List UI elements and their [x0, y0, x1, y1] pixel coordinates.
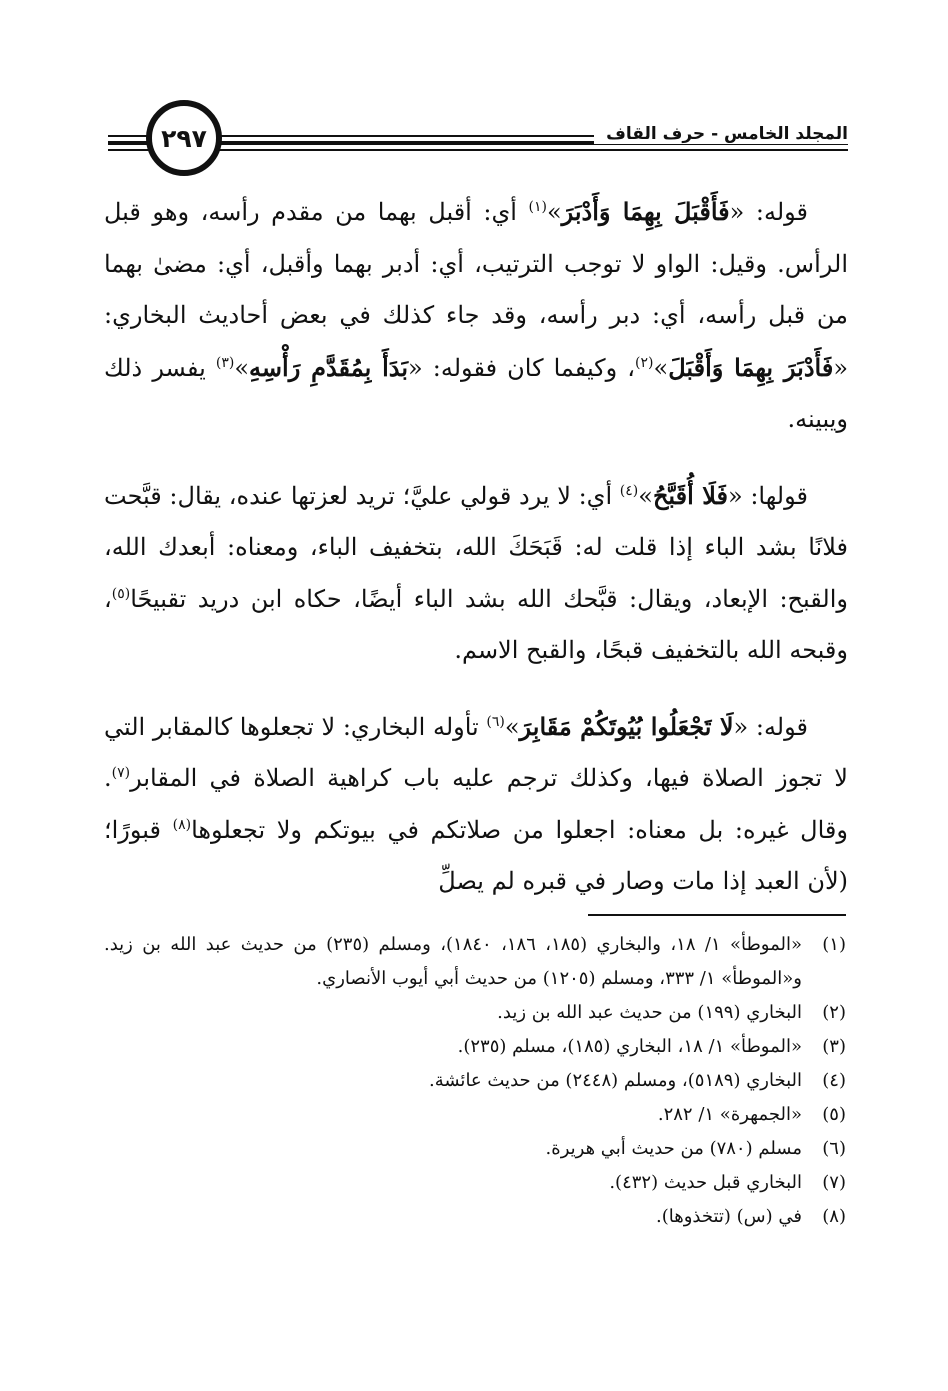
text-run: قوله: «: [729, 198, 809, 226]
footnote-text: مسلم (٧٨٠) من حديث أبي هريرة.: [545, 1138, 802, 1159]
footnote-number: (٥): [822, 1104, 846, 1125]
footnote-ref: (٦): [486, 713, 505, 730]
text-run: يفسر ذلك ويبينه.: [104, 353, 848, 433]
footnote-text: «الموطأ» ١/ ١٨، والبخاري (١٨٥، ١٨٦، ١٨٤٠)، ومسلم (٢٣٥) من حديث عبد الله بن زيد. و«الموطأ» ١/ ٣٣٣، ومسلم (١٢٠٥) من حديث أبي أيوب الأنصاري.: [104, 934, 802, 989]
footnote: [104, 1132, 846, 1166]
text-run: ، وكيفما كان فقوله: «: [408, 353, 636, 382]
text-run: قوله: «: [733, 712, 808, 741]
footnote-number: (٤): [822, 1070, 846, 1091]
text-run: »: [234, 353, 250, 382]
text-run: ، وقبحه الله بالتخفيف قبحًا، والقبح الاسم.: [104, 584, 848, 664]
hadith-quote: فَلَا أُقَبَّحُ: [652, 480, 728, 510]
footnote-ref: (٨): [172, 816, 192, 833]
text-run: »: [653, 353, 669, 382]
footnote: [104, 928, 846, 996]
footnote-ref: (١): [528, 199, 547, 215]
footnote-number: (٢): [822, 1002, 846, 1023]
text-run: أي: لا يرد قولي عليَّ؛ تريد لعزتها عنده، يقال: قبَّحت فلانًا بشد الباء إذا قلت له: قَبَحَكَ الله، بتخفيف الباء، ومعناه: أبعدك الله، والقبح: الإبعاد، ويقال: قبَّحك الله بشد الباء أيضًا، حكاه ابن دريد تقبيحًا: [104, 481, 849, 613]
footnote-ref: (٢): [635, 354, 654, 371]
running-title: المجلد الخامس - حرف القاف: [594, 124, 848, 144]
footnote-number: (٧): [822, 1172, 846, 1193]
page-number: ٢٩٧: [161, 123, 207, 153]
hadith-quote: فَأَدْبَرَ بِهِمَا وَأَقْبَلَ: [668, 352, 834, 382]
text-run: »: [546, 198, 562, 226]
paragraph: [104, 701, 848, 908]
text-run: تأوله البخاري: لا تجعلوها كالمقابر التي لا تجوز الصلاة فيها، وكذلك ترجم عليه باب كراهية الصلاة في المقابر: [104, 712, 848, 792]
footnote-number: (٣): [822, 1036, 846, 1057]
text-run: قبورًا؛ (لأن العبد إذا مات وصار في قبره لم يصلِّ: [104, 815, 848, 895]
main-text: [104, 186, 848, 932]
hadith-quote: فَأَقْبَلَ بِهِمَا وَأَدْبَرَ: [561, 197, 730, 226]
footnote-ref: (٧): [111, 765, 131, 781]
footnote-text: البخاري قبل حديث (٤٣٢).: [609, 1172, 802, 1193]
page-number-badge: [146, 100, 222, 176]
footnote-separator: [588, 914, 846, 916]
hadith-quote: بَدَأَ بِمُقَدَّمِ رَأْسِهِ: [249, 352, 409, 382]
footnotes: [104, 928, 846, 1234]
footnote: [104, 1166, 846, 1200]
footnote: [104, 1064, 846, 1098]
footnote-text: البخاري (٥١٨٩)، ومسلم (٢٤٤٨) من حديث عائشة.: [429, 1070, 802, 1091]
text-run: . وقال غيره: بل معناه: اجعلوا من صلاتكم في بيوتكم ولا تجعلوها: [104, 764, 848, 844]
footnote-text: في (س) (تتخذوها).: [655, 1206, 802, 1227]
text-run: »: [504, 712, 520, 741]
footnote-ref: (٣): [215, 354, 235, 371]
footnote-ref: (٥): [111, 585, 131, 602]
footnote-ref: (٤): [619, 482, 639, 499]
footnote-text: «الموطأ» ١/ ١٨، البخاري (١٨٥)، مسلم (٢٣٥).: [457, 1036, 802, 1057]
footnote: [104, 1200, 846, 1234]
paragraph: [104, 186, 848, 446]
footnote-number: (٨): [822, 1206, 846, 1227]
footnote: [104, 1030, 846, 1064]
footnote-number: (١): [822, 934, 846, 955]
footnote-text: البخاري (١٩٩) من حديث عبد الله بن زيد.: [497, 1002, 802, 1023]
footnote-number: (٦): [822, 1138, 846, 1159]
paragraph: [104, 470, 848, 677]
text-run: »: [638, 481, 653, 510]
page-header: [108, 98, 848, 182]
footnote-text: «الجمهرة» ١/ ٢٨٢.: [657, 1104, 802, 1125]
footnote: [104, 996, 846, 1030]
text-run: أي: أقبل بهما من مقدم رأسه، وهو قبل الرأس. وقيل: الواو لا توجب الترتيب، أي: أدبر بهما وأقبل، أي: مضىٰ بهما من قبل رأسه، أي: دبر رأسه، وقد جاء كذلك في بعض أحاديث البخاري: «: [104, 198, 848, 382]
footnote: [104, 1098, 846, 1132]
hadith-quote: لَا تَجْعَلُوا بُيُوتَكُمْ مَقَابِرَ: [519, 711, 734, 741]
text-run: قولها: «: [728, 481, 808, 510]
